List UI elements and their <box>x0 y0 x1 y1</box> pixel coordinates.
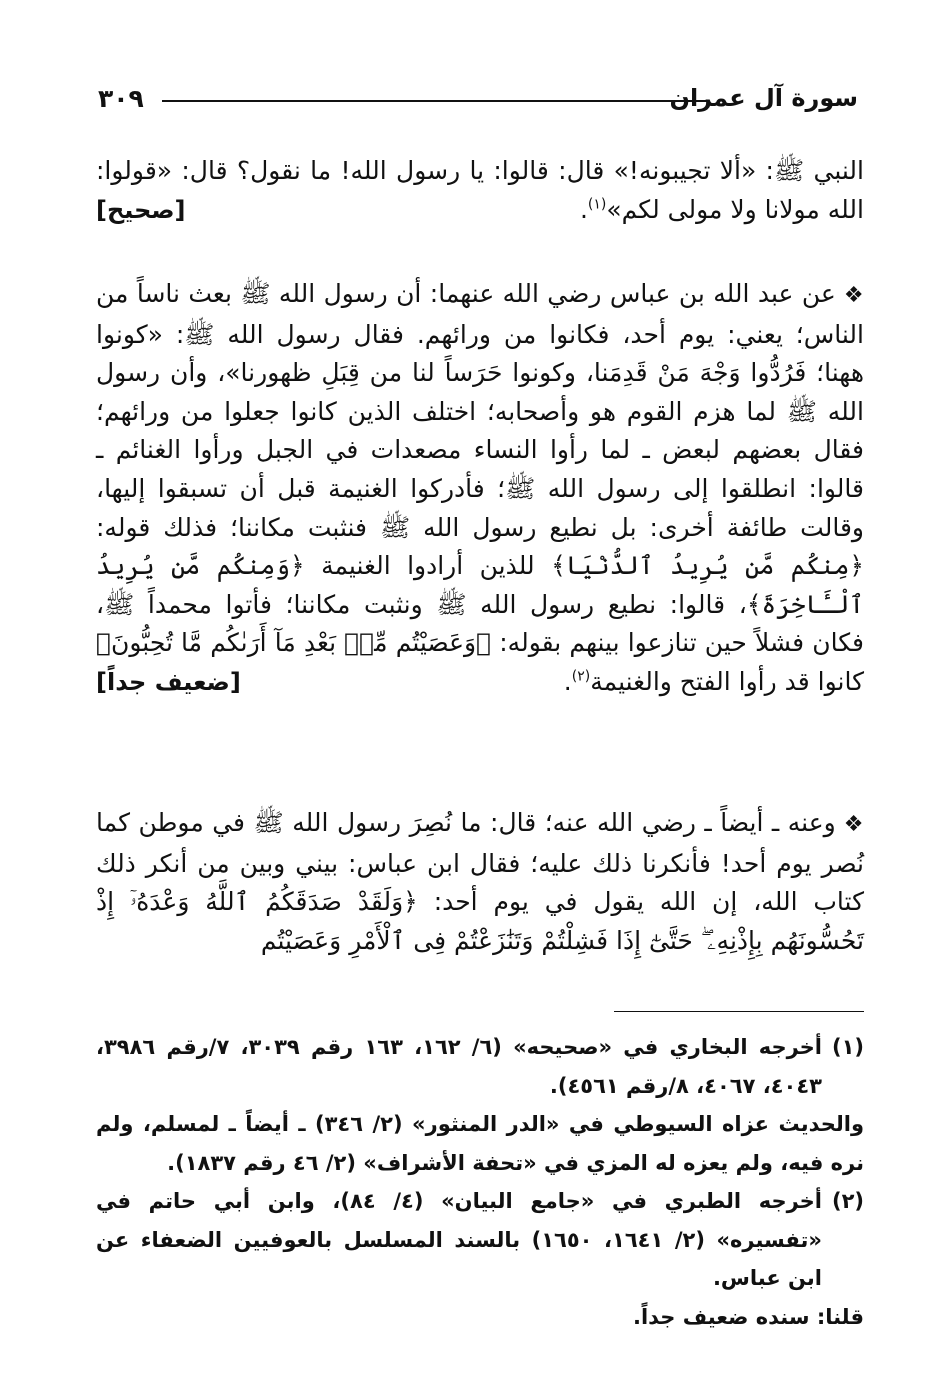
quran-verse: ﴿مِنكُم مَّن يُرِيدُ ٱلدُّنْيَا﴾ <box>551 551 865 581</box>
quran-verse: ﴿وَمِنكُم مَّن يُرِيدُ ٱلْـَٔاخِرَةَ﴾ <box>96 551 864 619</box>
paragraph-tail: . <box>579 194 588 224</box>
footnote-2-note: قلنا: سنده ضعيف جداً. <box>632 1304 864 1329</box>
paragraph-text: للذين أرادوا الغنيمة <box>321 551 535 581</box>
footnote-ref[interactable]: (٢) <box>571 668 591 685</box>
hadith-grade: [صحيح] <box>96 195 186 224</box>
paragraph-text: وعنه ـ أيضاً ـ رضي الله عنه؛ قال: ما نُصِرَ رسول الله ﷺ في موطن كما نُصر يوم أحد! فأنكرنا ذلك عليه؛ فقال ابن عباس: بيني وبين من أنكر ذلك كتاب الله، إن الله يقول في يوم أحد: <box>96 808 864 917</box>
page-header <box>98 82 858 122</box>
footnote-text: أخرجه الطبري في «جامع البيان» (٤/ ٨٤)، وابن أبي حاتم في «تفسيره» (٢/ ١٦٤١، ١٦٥٠) بالسند المسلسل بالعوفيين الضعفاء عن ابن عباس. <box>96 1189 822 1290</box>
paragraph-text: النبي ﷺ: «ألا تجيبونه!» قال: قالوا: يا رسول الله! ما نقول؟ قال: «قولوا: الله مولانا ولا مولى لكم» <box>96 156 864 224</box>
paragraph-text: عن عبد الله بن عباس رضي الله عنهما: أن رسول الله ﷺ بعث ناساً من الناس؛ يعني: يوم أحد، فكانوا من ورائهم. فقال رسول الله ﷺ: «كونوا ههنا؛ فَرُدُّوا وَجْهَ مَنْ قَدِمَنا، وكونوا حَرَساً لنا من قِبَلِ ظهورنا»، وأن رسول الله ﷺ لما هزم القوم هو وأصحابه؛ اختلف الذين كانوا جعلوا من ورائهم؛ فقال بعضهم لبعض ـ لما رأوا النساء مصعدات في الجبل ورأوا الغنائم ـ قالوا: انطلقوا إلى رسول الله ﷺ؛ فأدركوا الغنيمة قبل أن تسبقوا إليها، وقالت طائفة أخرى: بل نطيع رسول الله ﷺ فنثبت مكاننا؛ فذلك قوله: <box>96 279 864 542</box>
paragraph-2 <box>96 275 864 702</box>
footnote-number: (١) <box>831 1035 864 1059</box>
quran-verse: ﴿وَعَصَيْتُم مِّنۢ بَعْدِ مَآ أَرَىٰكُم مَّا تُحِبُّونَ﴾ <box>96 628 492 658</box>
paragraph-text: كانوا قد رأوا الفتح والغنيمة <box>590 666 864 696</box>
diamond-bullet-icon: ❖ <box>843 812 865 837</box>
footnote-ref[interactable]: (١) <box>587 196 607 213</box>
footnotes <box>96 1028 864 1336</box>
quran-verse: ﴿وَلَقَدْ صَدَقَكُمُ ٱللَّهُ وَعْدَهُۥٓ إِذْ تَحُسُّونَهُم بِإِذْنِهِۦ ۖ حَتَّىٰٓ إِذَا فَشِلْتُمْ وَتَنَٰزَعْتُمْ فِى ٱلْأَمْرِ وَعَصَيْتُم <box>96 887 864 955</box>
diamond-bullet-icon: ❖ <box>843 283 864 308</box>
surah-title: سورة آل عمران <box>669 84 858 112</box>
header-rule <box>162 100 708 102</box>
footnote-1-note: والحديث عزاه السيوطي في «الدر المنثور» (٢/ ٣٤٦) ـ أيضاً ـ لمسلم، ولم نره فيه، ولم يعزه له المزي في «تحفة الأشراف» (٢/ ٤٦ رقم ١٨٣٧). <box>96 1112 864 1175</box>
paragraph-text: ، قالوا: نطيع رسول الله ﷺ ونثبت مكاننا؛ فأتوا محمداً ﷺ، فكان فشلاً حين تنازعوا بينهم بقوله: <box>96 589 864 658</box>
footnote-text: أخرجه البخاري في «صحيحه» (٦/ ١٦٢، ١٦٣ رقم ٣٠٣٩، ٧/رقم ٣٩٨٦، ٤٠٤٣، ٤٠٦٧، ٨/رقم ٤٥٦١). <box>96 1035 822 1098</box>
hadith-grade: [ضعيف جداً] <box>96 667 241 696</box>
paragraph-3 <box>96 804 864 960</box>
footnote-number: (٢) <box>831 1189 864 1213</box>
footnote-2 <box>96 1182 864 1298</box>
footnote-1 <box>96 1028 864 1105</box>
paragraph-tail: . <box>563 666 572 696</box>
page-number: ٣٠٩ <box>98 84 144 113</box>
footnote-separator <box>614 1011 864 1012</box>
paragraph-1 <box>96 152 864 229</box>
